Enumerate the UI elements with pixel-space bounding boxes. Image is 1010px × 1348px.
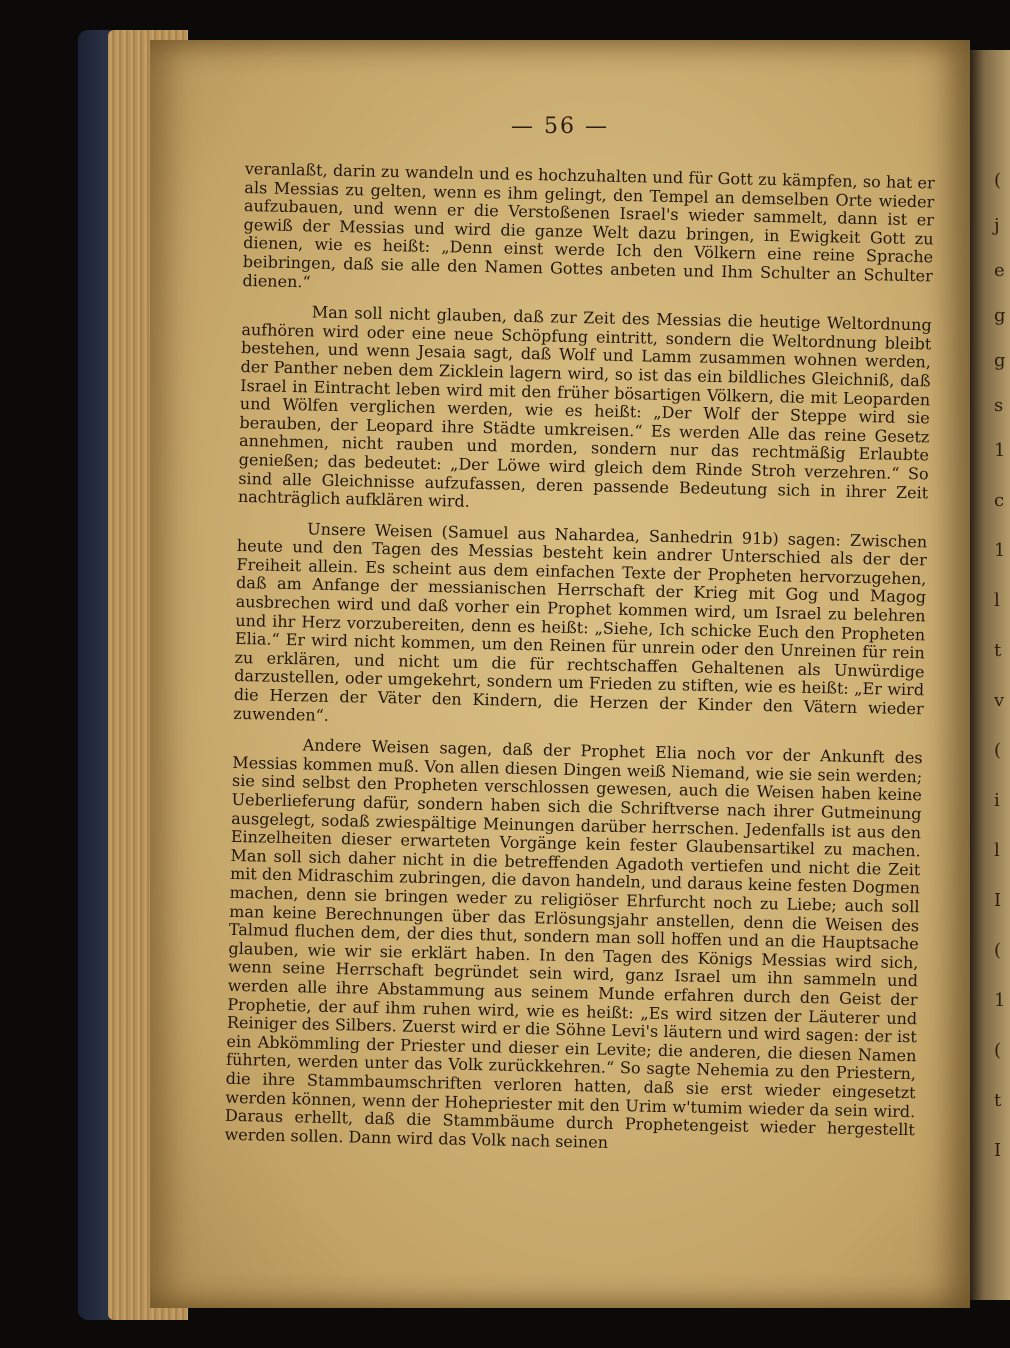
paragraph-4: Andere Weisen sagen, daß der Prophet Elia noch vor der Ankunft des Messias kommen muß. Von allen diesen Dingen weiß Niemand, wie sie sein werden; sie sind selbst den Propheten verschlossen gewesen, auch die Weisen haben keine Ueberlieferung dafür, sondern haben sich die Schriftverse nach ihrer Gutmeinung ausgelegt, sodaß zwiespältige Meinungen darüber herrschen. Jedenfalls ist aus den Einzelheiten dieser erwarteten Vorgänge kein fester Glaubensartikel zu machen. Man soll sich daher nicht in die betreffenden Agadoth vertiefen und nicht die Zeit mit den Midraschim zubringen, die davon handeln, und daraus keine festen Dogmen machen, denn sie bringen weder zu religiöser Ehrfurcht noch zu Liebe; auch soll man keine Berechnungen über das Erlösungsjahr anstellen, denn die Weisen des Talmud fluchen dem, der dies thut, sondern man soll hoffen und an die Hauptsache glauben, wie wir sie erklärt haben. In den Tagen des Königs Messias wird sich, wenn seine Herrschaft begründet sein wird, ganz Israel um ihn sammeln und werden alle ihre Abstammung aus seinem Munde erfahren durch den Geist der Prophetie, der auf ihm ruhen wird, wie es heißt: „Es wird sitzen der Läuterer und Reiniger des Silbers. Zuerst wird er die Söhne Levi's läutern und wird sagen: der ist ein Abkömmling der Priester und dieser ein Levite; die anderen, die diesen Namen führten, werden unter das Volk zurückkehren.“ So sagte Nehemia zu den Priestern, die ihre Stammbaumschriften verloren hatten, daß sie erst wieder eingesetzt werden können, wenn der Hohepriester mit den Urim w'tumim wieder da sein wird. Daraus erhellt, daß die Stammbäume durch Prophetengeist wieder hergestellt werden sollen. Dann wird das Volk nach seinen xyxy=(224,735,923,1152)
paragraph-1: veranlaßt, darin zu wandeln und es hochzuhalten und für Gott zu kämpfen, so hat er als Messias zu gelten, wenn es ihm gelingt, den Tempel an demselben Orte wieder aufzubauen, und wenn er die Verstoßenen Israel's wieder sammelt, dann ist er gewiß der Messias und wird die ganze Welt dazu bringen, in Ewigkeit Gott zu dienen, wie es heißt: „Denn einst werde Ich den Völkern eine reine Sprache beibringen, daß sie alle den Namen Gottes anbeten und Ihm Schulter an Schulter dienen.“ xyxy=(242,159,935,291)
facing-page-fragment: j xyxy=(994,215,1000,236)
page-number: — 56 — xyxy=(511,114,609,139)
facing-page-fragment: s xyxy=(994,395,1004,416)
facing-page-fragment: e xyxy=(994,260,1005,281)
facing-page-fragment: g xyxy=(994,305,1006,326)
facing-page-fragment: 1 xyxy=(994,990,1006,1011)
facing-page-fragment: I xyxy=(994,890,1002,911)
book-page xyxy=(150,40,970,1308)
facing-page-fragment: 1 xyxy=(994,440,1006,461)
facing-page-fragment: i xyxy=(994,790,1000,811)
facing-page-fragment: I xyxy=(994,1140,1002,1161)
facing-page-fragment: ( xyxy=(994,940,1002,961)
facing-page-fragment: g xyxy=(994,350,1006,371)
facing-page-fragment: 1 xyxy=(994,540,1006,561)
facing-page-edge xyxy=(970,50,1010,1300)
paragraph-3: Unsere Weisen (Samuel aus Nahardea, Sanhedrin 91b) sagen: Zwischen heute und den Tagen des Messias besteht kein andrer Unterschied als der der Freiheit allein. Es scheint aus dem einfachen Texte der Propheten hervorzugehen, daß am Anfange der messianischen Herrschaft der Krieg mit Gog und Magog ausbrechen wird und daß vorher ein Prophet kommen wird, um Israel zu belehren und ihr Herz vorzubereiten, denn es heißt: „Siehe, Ich schicke Euch den Propheten Elia.“ Er wird nicht kommen, um den Reinen für unrein oder den Unreinen für rein zu erklären, und nicht um die für rechtschaffen Gehaltenen als Unwürdige darzustellen, oder umgekehrt, sondern um Frieden zu stiften, wie es heißt: „Er wird die Herzen der Väter den Kindern, die Herzen der Kinder den Vätern wieder zuwenden“. xyxy=(233,519,928,725)
facing-page-fragment: l xyxy=(994,840,1000,861)
paragraph-2: Man soll nicht glauben, daß zur Zeit des Messias die heutige Weltordnung aufhören wird oder eine neue Schöpfung eintritt, sondern die Weltordnung bleibt bestehen, und wenn Jesaia sagt, daß Wolf und Lamm zusammen wohnen werden, der Panther neben dem Zicklein lagern wird, so ist das ein bildliches Gleichniß, daß Israel in Eintracht leben wird mit den früher bösartigen Völkern, die mit Leoparden und Wölfen verglichen werden, wie es heißt: „Der Wolf der Steppe wird sie berauben, der Leopard ihre Städte umkreisen.“ Es werden Alle das reine Gesetz annehmen, nicht rauben und morden, sondern nur das rechtmäßig Erlaubte genießen; das bedeutet: „Der Löwe wird gleich dem Rinde Stroh verzehren.“ So sind alle Gleichnisse aufzufassen, deren passende Bedeutung sich in ihrer Zeit nachträglich aufklären wird. xyxy=(237,302,932,511)
facing-page-fragment: v xyxy=(994,690,1005,711)
facing-page-fragment: ( xyxy=(994,740,1002,761)
facing-page-fragment: ( xyxy=(994,1040,1002,1061)
facing-page-fragment: t xyxy=(994,640,1002,661)
page-body xyxy=(222,160,935,1269)
facing-page-fragment: t xyxy=(994,1090,1002,1111)
facing-page-fragment: l xyxy=(994,590,1000,611)
facing-page-fragment: ( xyxy=(994,170,1002,191)
facing-page-fragment: c xyxy=(994,490,1005,511)
